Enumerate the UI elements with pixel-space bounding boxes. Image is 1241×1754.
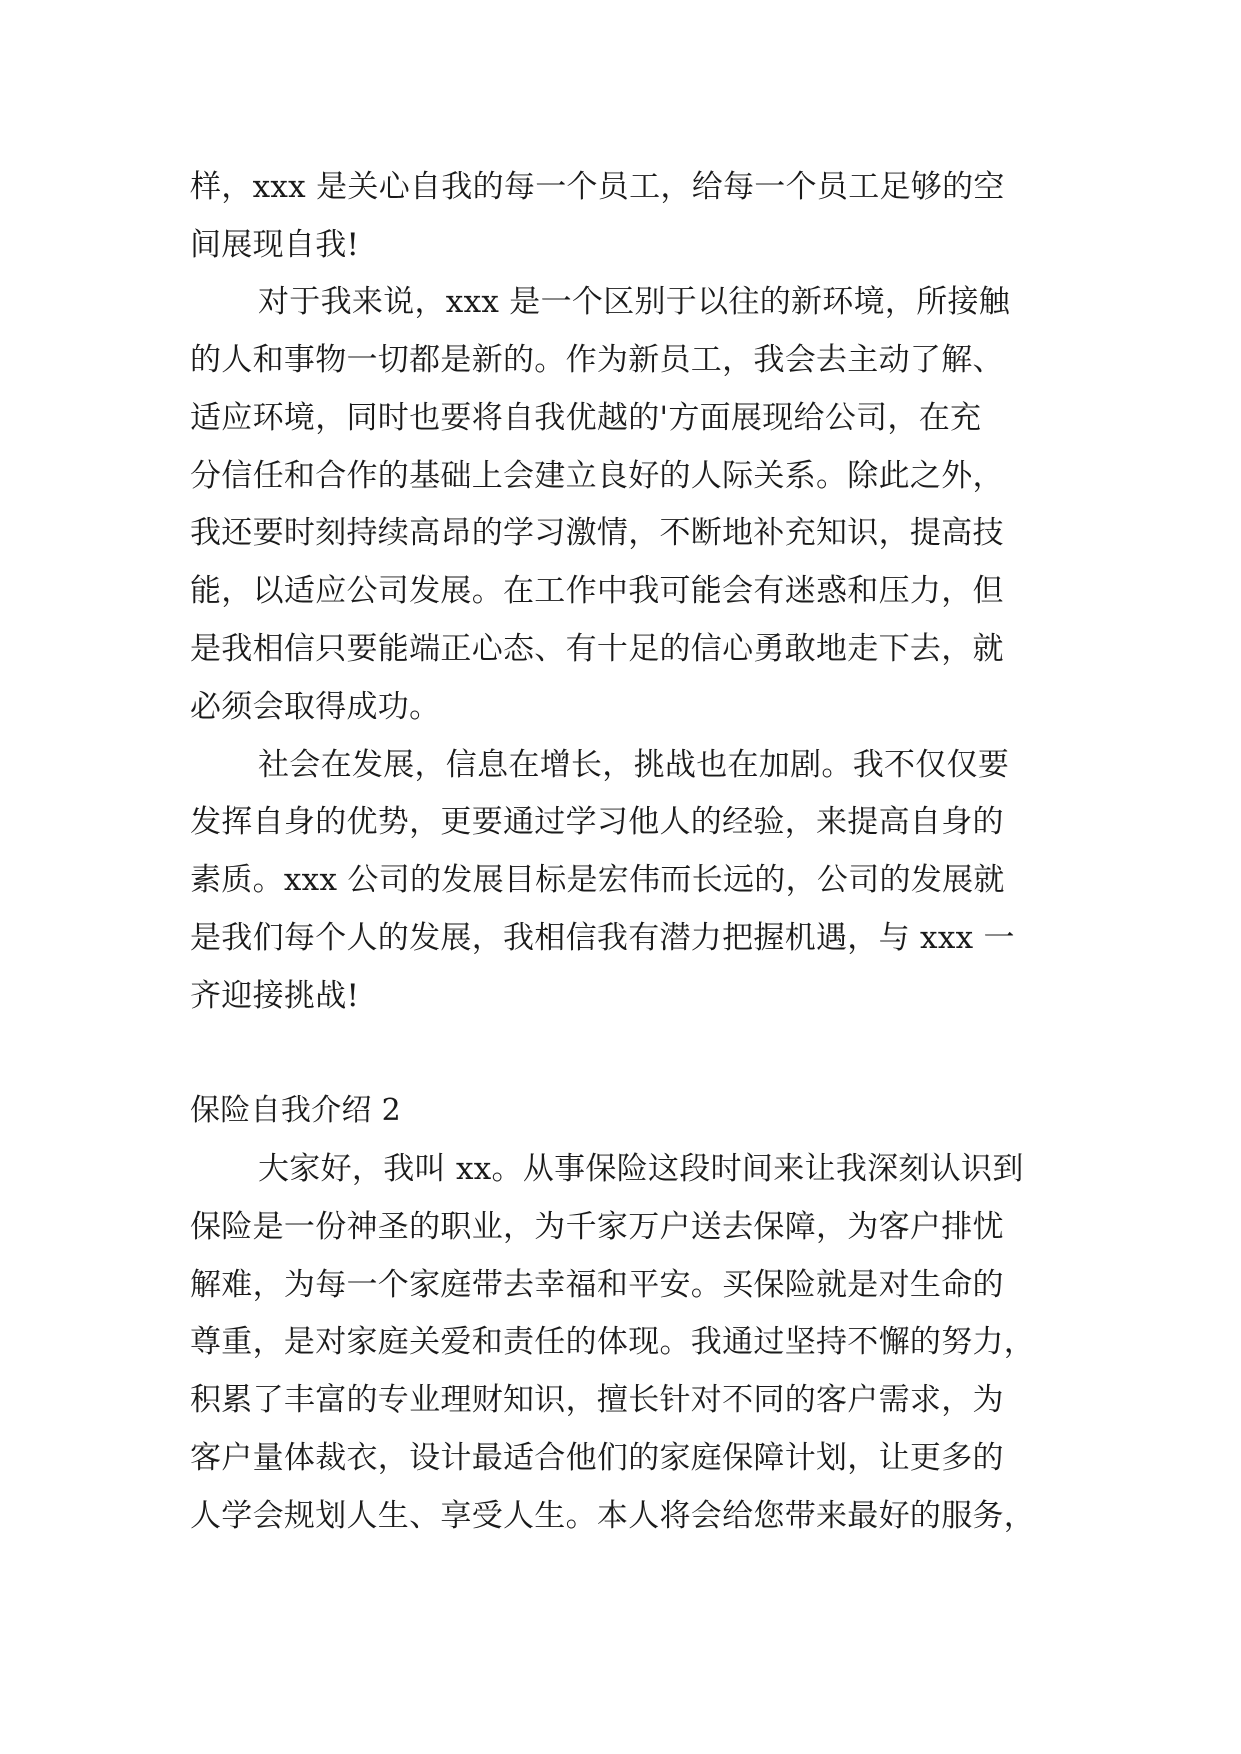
section-heading: 保险自我介绍 2 bbox=[190, 1093, 402, 1128]
text-line: 必须会取得成功。 bbox=[190, 689, 441, 725]
text-line: 积累了丰富的专业理财知识，擅长针对不同的客户需求，为 bbox=[190, 1382, 1004, 1418]
text-line: 能，以适应公司发展。在工作中我可能会有迷惑和压力，但 bbox=[190, 573, 1004, 609]
text-line: 人学会规划人生、享受人生。本人将会给您带来最好的服务， bbox=[190, 1498, 1036, 1534]
text-line: 适应环境，同时也要将自我优越的'方面展现给公司，在充 bbox=[190, 400, 982, 436]
text-line: 是我相信只要能端正心态、有十足的信心勇敢地走下去，就 bbox=[190, 631, 1004, 667]
text-line: 是我们每个人的发展，我相信我有潜力把握机遇，与 xxx 一 bbox=[190, 920, 1015, 956]
text-line: 解难，为每一个家庭带去幸福和平安。买保险就是对生命的 bbox=[190, 1267, 1004, 1303]
text-line: 客户量体裁衣，设计最适合他们的家庭保障计划，让更多的 bbox=[190, 1440, 1004, 1476]
text-line: 尊重，是对家庭关爱和责任的体现。我通过坚持不懈的努力， bbox=[190, 1324, 1036, 1360]
text-line: 素质。xxx 公司的发展目标是宏伟而长远的，公司的发展就 bbox=[190, 862, 1005, 898]
text-line: 样，xxx 是关心自我的每一个员工，给每一个员工足够的空 bbox=[190, 169, 1005, 205]
text-line: 我还要时刻持续高昂的学习激情，不断地补充知识，提高技 bbox=[190, 515, 1004, 551]
paragraph-first-line: 社会在发展，信息在增长，挑战也在加剧。我不仅仅要 bbox=[258, 747, 1010, 783]
text-line: 发挥自身的优势，更要通过学习他人的经验，来提高自身的 bbox=[190, 804, 1004, 840]
text-line: 间展现自我! bbox=[190, 227, 360, 263]
text-line: 齐迎接挑战! bbox=[190, 978, 360, 1014]
text-line: 的人和事物一切都是新的。作为新员工，我会去主动了解、 bbox=[190, 342, 1004, 378]
text-line: 分信任和合作的基础上会建立良好的人际关系。除此之外， bbox=[190, 458, 1004, 494]
paragraph-first-line: 对于我来说，xxx 是一个区别于以往的新环境，所接触 bbox=[258, 284, 1011, 320]
paragraph-first-line: 大家好，我叫 xx。从事保险这段时间来让我深刻认识到 bbox=[258, 1151, 1024, 1187]
text-line: 保险是一份神圣的职业，为千家万户送去保障，为客户排忧 bbox=[190, 1209, 1004, 1245]
